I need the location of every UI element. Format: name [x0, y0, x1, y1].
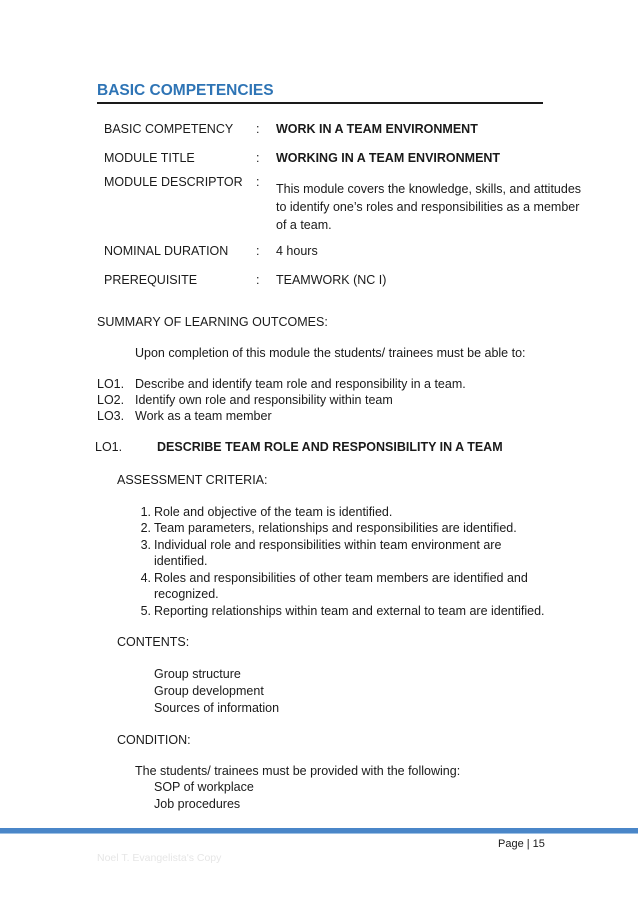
criterion-text: Roles and responsibilities of other team members are identified and	[154, 571, 528, 585]
basic-competency-value: WORK IN A TEAM ENVIRONMENT	[276, 122, 478, 136]
lo1-number: LO1.	[95, 440, 123, 454]
assessment-criteria-label: ASSESSMENT CRITERIA:	[117, 473, 268, 487]
condition-label: CONDITION:	[117, 733, 191, 747]
module-descriptor-label: MODULE DESCRIPTOR	[104, 175, 243, 189]
colon-separator: :	[256, 244, 260, 258]
outcome-number: LO1.	[97, 377, 125, 391]
outcome-number: LO3.	[97, 409, 125, 423]
content-item: Group development	[154, 684, 264, 698]
colon-separator: :	[256, 175, 260, 189]
module-descriptor-value: This module covers the knowledge, skills, and attitudes to identify one’s roles and responsibilities as a member of a team.	[276, 182, 582, 232]
watermark: Noel T. Evangelista's Copy	[97, 852, 222, 864]
basic-competency-label: BASIC COMPETENCY	[104, 122, 234, 136]
heading-underline	[97, 102, 543, 104]
section-heading: BASIC COMPETENCIES	[97, 82, 274, 99]
criterion-text: Team parameters, relationships and responsibilities are identified.	[154, 521, 517, 535]
criterion-number: 4.	[140, 571, 151, 585]
condition-item: SOP of workplace	[154, 780, 254, 794]
content-item: Sources of information	[154, 701, 280, 715]
condition-intro: The students/ trainees must be provided with the following:	[135, 764, 461, 778]
criterion-number: 5.	[140, 604, 151, 618]
footer-divider	[0, 833, 638, 834]
prerequisite-value: TEAMWORK (NC I)	[276, 273, 387, 287]
colon-separator: :	[256, 151, 260, 165]
lo1-title: DESCRIBE TEAM ROLE AND RESPONSIBILITY IN A TEAM	[157, 440, 503, 454]
criterion-number: 2.	[140, 521, 151, 535]
criterion-text: Role and objective of the team is identified.	[154, 505, 393, 519]
criterion-text-continued: recognized.	[154, 587, 219, 601]
criterion-text-continued: identified.	[154, 554, 208, 568]
contents-label: CONTENTS:	[117, 635, 190, 649]
prerequisite-label: PREREQUISITE	[104, 273, 198, 287]
summary-intro: Upon completion of this module the students/ trainees must be able to:	[135, 346, 526, 360]
colon-separator: :	[256, 273, 260, 287]
module-title-value: WORKING IN A TEAM ENVIRONMENT	[276, 151, 501, 165]
outcome-text: Work as a team member	[135, 409, 272, 423]
nominal-duration-value: 4 hours	[276, 244, 318, 258]
nominal-duration-label: NOMINAL DURATION	[104, 244, 229, 258]
criterion-text: Reporting relationships within team and external to team are identified.	[154, 604, 545, 618]
condition-item: Job procedures	[154, 797, 241, 811]
criterion-number: 1.	[140, 505, 151, 519]
summary-title: SUMMARY OF LEARNING OUTCOMES:	[97, 315, 328, 329]
criterion-text: Individual role and responsibilities within team environment are	[154, 538, 502, 552]
outcome-number: LO2.	[97, 393, 125, 407]
module-title-label: MODULE TITLE	[104, 151, 195, 165]
colon-separator: :	[256, 122, 260, 136]
criterion-number: 3.	[140, 538, 151, 552]
page-number: Page | 15	[498, 838, 545, 850]
outcome-text: Identify own role and responsibility within team	[135, 393, 393, 407]
outcome-text: Describe and identify team role and responsibility in a team.	[135, 377, 466, 391]
content-item: Group structure	[154, 667, 241, 681]
